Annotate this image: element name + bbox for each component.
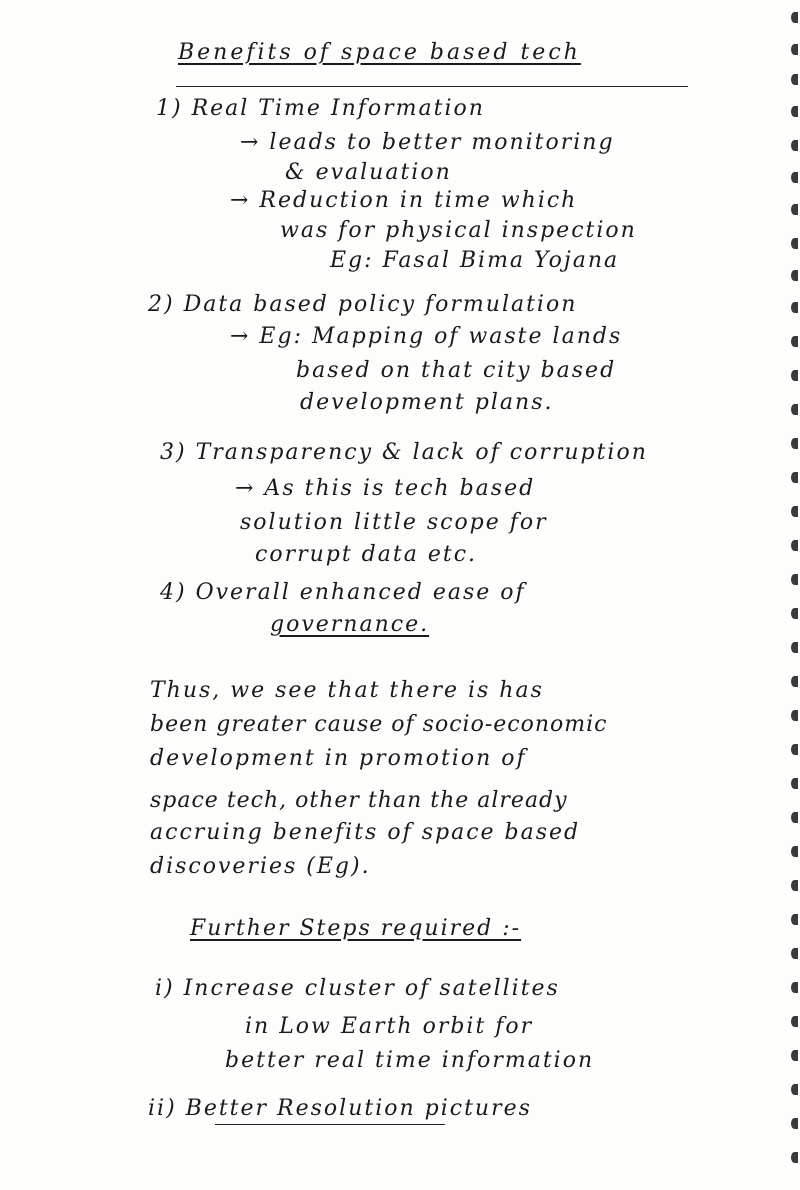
step-1-line-1: i) Increase cluster of satellites [155, 976, 560, 1001]
conclusion-line-2: been greater cause of socio-economic [150, 712, 608, 737]
binding-hole [791, 172, 798, 183]
binding-hole [791, 1050, 798, 1061]
binding-hole [791, 676, 798, 687]
title-underline [176, 86, 688, 87]
binding-hole [791, 812, 798, 823]
binding-hole [791, 574, 798, 585]
point-1-line-3: → Reduction in time which [230, 188, 578, 213]
binding-hole [791, 948, 798, 959]
point-1-example: Eg: Fasal Bima Yojana [330, 248, 620, 273]
binding-hole [791, 106, 798, 117]
point-4-heading: 4) Overall enhanced ease of [160, 580, 526, 605]
binding-hole [791, 404, 798, 415]
point-3-line-1: → As this is tech based [235, 476, 536, 501]
binding-hole [791, 140, 798, 151]
point-2-line-1: → Eg: Mapping of waste lands [230, 324, 623, 349]
binding-hole [791, 778, 798, 789]
point-2-line-2: based on that city based [296, 358, 617, 383]
conclusion-line-4: space tech, other than the already [150, 788, 568, 813]
binding-hole [791, 472, 798, 483]
point-1-line-1: → leads to better monitoring [240, 130, 615, 155]
binding-hole [791, 302, 798, 313]
binding-hole [791, 744, 798, 755]
step-1-line-3: better real time information [225, 1048, 595, 1073]
binding-hole [791, 12, 798, 23]
binding-hole [791, 336, 798, 347]
binding-hole [791, 846, 798, 857]
binding-hole [791, 44, 798, 55]
point-3-line-3: corrupt data etc. [255, 542, 478, 567]
spiral-binding [786, 0, 800, 1190]
binding-hole [791, 1016, 798, 1027]
conclusion-line-3: development in promotion of [150, 746, 527, 771]
conclusion-line-5: accruing benefits of space based [150, 820, 581, 845]
binding-hole [791, 74, 798, 85]
binding-hole [791, 1152, 798, 1163]
page-title: Benefits of space based tech [178, 40, 581, 65]
binding-hole [791, 1118, 798, 1129]
binding-hole [791, 642, 798, 653]
step-2-line-1: ii) Better Resolution pictures [148, 1096, 532, 1121]
binding-hole [791, 506, 798, 517]
point-3-line-2: solution little scope for [240, 510, 548, 535]
point-1-heading: 1) Real Time Information [156, 96, 485, 121]
binding-hole [791, 438, 798, 449]
binding-hole [791, 238, 798, 249]
step-1-line-2: in Low Earth orbit for [245, 1014, 534, 1039]
resolution-underline [215, 1124, 445, 1125]
binding-hole [791, 880, 798, 891]
binding-hole [791, 608, 798, 619]
binding-hole [791, 710, 798, 721]
point-1-line-2: & evaluation [285, 160, 452, 185]
point-4-line-1: governance. [270, 612, 430, 637]
binding-hole [791, 982, 798, 993]
conclusion-line-1: Thus, we see that there is has [150, 678, 544, 703]
conclusion-line-6: discoveries (Eg). [150, 854, 371, 879]
point-1-line-4: was for physical inspection [280, 218, 637, 243]
binding-hole [791, 1084, 798, 1095]
binding-hole [791, 270, 798, 281]
point-2-line-3: development plans. [300, 390, 554, 415]
point-3-heading: 3) Transparency & lack of corruption [160, 440, 648, 465]
binding-hole [791, 204, 798, 215]
binding-hole [791, 914, 798, 925]
binding-hole [791, 370, 798, 381]
further-steps-heading: Further Steps required :- [190, 916, 522, 941]
point-2-heading: 2) Data based policy formulation [148, 292, 578, 317]
binding-hole [791, 540, 798, 551]
